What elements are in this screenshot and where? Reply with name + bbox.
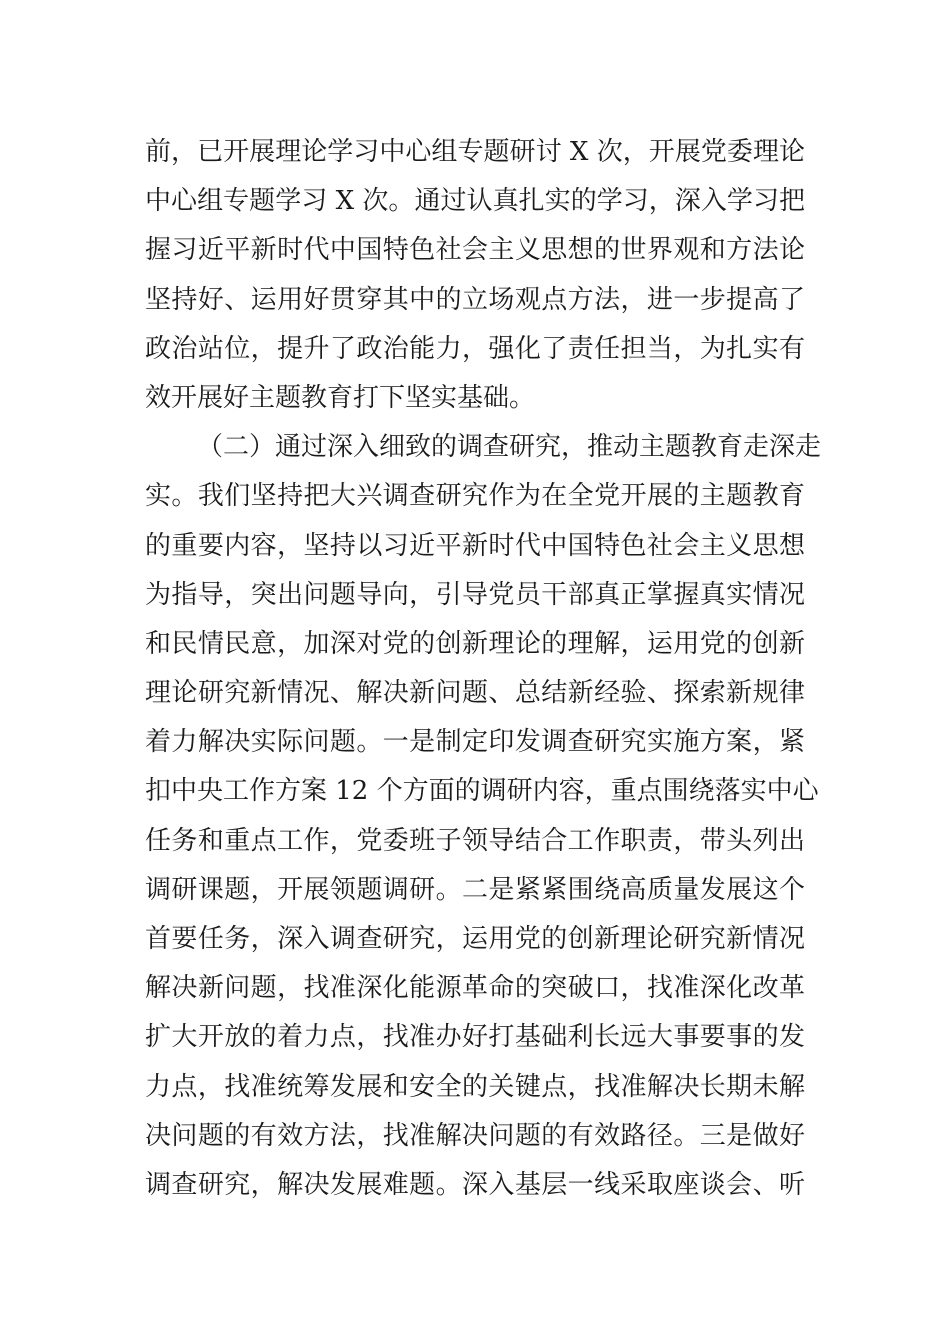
text-line: 首要任务，深入调查研究，运用党的创新理论研究新情况 <box>145 924 805 954</box>
text-line: 任务和重点工作，党委班子领导结合工作职责，带头列出 <box>145 825 805 856</box>
text-line: 扩大开放的着力点，找准办好打基础利长远大事要事的发 <box>145 1022 805 1053</box>
text-line: 力点，找准统筹发展和安全的关键点，找准解决长期未解 <box>145 1071 805 1102</box>
text-line: 理论研究新情况、解决新问题、总结新经验、探索新规律 <box>145 678 805 709</box>
document-body <box>145 128 822 1210</box>
text-line: 扣中央工作方案 12 个方面的调研内容，重点围绕落实中心 <box>145 776 819 807</box>
text-line: 中心组专题学习 X 次。通过认真扎实的学习，深入学习把 <box>145 186 805 217</box>
text-line: 效开展好主题教育打下坚实基础。 <box>145 382 536 413</box>
text-line: 政治站位，提升了政治能力，强化了责任担当，为扎实有 <box>145 333 805 364</box>
text-line: 坚持好、运用好贯穿其中的立场观点方法，进一步提高了 <box>145 284 805 315</box>
text-line: 实。我们坚持把大兴调查研究作为在全党开展的主题教育 <box>145 481 805 512</box>
section-heading-line: （二）通过深入细致的调查研究，推动主题教育走深走 <box>197 432 822 463</box>
text-line: 为指导，突出问题导向，引导党员干部真正掌握真实情况 <box>145 579 805 610</box>
text-line: 前，已开展理论学习中心组专题研讨 X 次，开展党委理论 <box>145 137 805 167</box>
text-line: 的重要内容，坚持以习近平新时代中国特色社会主义思想 <box>145 530 805 561</box>
text-line: 调研课题，开展领题调研。二是紧紧围绕高质量发展这个 <box>145 874 805 905</box>
text-line: 握习近平新时代中国特色社会主义思想的世界观和方法论 <box>145 235 805 266</box>
text-line: 解决新问题，找准深化能源革命的突破口，找准深化改革 <box>145 973 805 1004</box>
text-line: 着力解决实际问题。一是制定印发调查研究实施方案，紧 <box>145 727 805 758</box>
text-line: 和民情民意，加深对党的创新理论的理解，运用党的创新 <box>145 628 805 659</box>
text-line: 调查研究，解决发展难题。深入基层一线采取座谈会、听 <box>145 1169 805 1200</box>
text-line: 决问题的有效方法，找准解决问题的有效路径。三是做好 <box>145 1120 805 1151</box>
